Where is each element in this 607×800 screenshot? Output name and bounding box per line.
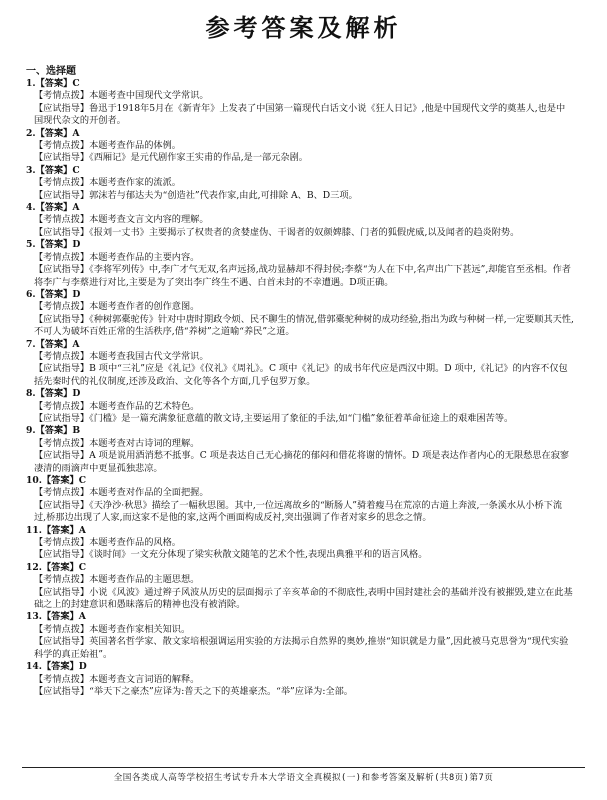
answer-key: 4.【答案】A [26, 202, 80, 214]
answer-key: 1.【答案】C [26, 78, 80, 89]
exam-point-line: 【考情点拨】本题考查作家的流派。 [34, 177, 181, 189]
exam-point-line: 【考情点拨】本题考查作品的主要内容。 [34, 251, 200, 263]
answer-item [26, 165, 574, 202]
answer-item [26, 128, 574, 165]
exam-point-line: 【考情点拨】本题考查作品的主题思想。 [34, 574, 200, 586]
answer-key: 12.【答案】C [26, 561, 87, 573]
page-title: 参考答案及解析 [205, 14, 402, 42]
answer-key: 3.【答案】C [26, 164, 80, 176]
exam-point-line: 【考情点拨】本题考查作品的体例。 [34, 140, 181, 152]
answer-key: 7.【答案】A [26, 338, 80, 350]
answer-list [26, 78, 574, 698]
exam-point-line: 【考情点拨】本题考查我国古代文学常识。 [34, 350, 209, 362]
answer-item [26, 388, 574, 425]
answer-key: 13.【答案】A [26, 611, 86, 623]
exam-point-line: 【考情点拨】本题考查作品的风格。 [34, 537, 181, 549]
section-heading: 一、选择题 [26, 66, 76, 77]
guidance-line: 【应试指导】鲁迅于1918年5月在《新青年》上发表了中国第一篇现代白话文小说《狂人日记》,他是中国现代文学的奠基人,也是中国现代杂文的开创者。 [34, 102, 566, 127]
answer-key: 5.【答案】D [26, 239, 81, 251]
guidance-line: 【应试指导】B 项中“三礼”应是《礼记》《仪礼》《周礼》。C 项中《礼记》的成书年代应是西汉中期。D 项中,《礼记》的内容不仅包括先秦时代的礼仪制度,还涉及政治、文化等各个方面,几乎包罗万象。 [34, 363, 568, 387]
answer-item [26, 425, 574, 475]
guidance-line: 【应试指导】《门槛》是一篇充满象征意蕴的散文诗,主要运用了象征的手法,如“门槛”象征着革命征途上的艰难困苦等。 [34, 412, 514, 424]
guidance-line: 【应试指导】英国著名哲学家、散文家培根强调运用实验的方法揭示自然界的奥妙,推崇“知识就是力量”,因此被马克思誉为“现代实验科学的真正始祖”。 [34, 636, 569, 660]
answer-key: 14.【答案】D [26, 661, 87, 673]
answer-item [26, 78, 574, 128]
answer-key: 10.【答案】C [26, 475, 87, 486]
answer-item [26, 239, 574, 289]
exam-point-line: 【考情点拨】本题考查中国现代文学常识。 [34, 90, 209, 102]
answer-key: 8.【答案】D [26, 388, 81, 400]
exam-point-line: 【考情点拨】本题考查作品的艺术特色。 [34, 400, 200, 412]
guidance-line: 【应试指导】《李将军列传》中,李广才气无双,名声远扬,战功显赫却不得封侯;李蔡“为人在下中,名声出广下甚远”,却能官至丞相。作者将李广与李蔡进行对比,主要是为了突出李广终生不遇、白首未封的不幸遭遇。D项正确。 [34, 264, 571, 288]
guidance-line: 【应试指导】小说《风波》通过辫子风波从历史的层面揭示了辛亥革命的不彻底性,表明中国封建社会的基础并没有被摧毁,建立在此基础之上的封建意识和愚昧落后的精神也没有被消除。 [34, 586, 573, 611]
guidance-line: 【应试指导】《谈时间》一文充分体现了梁实秋散文随笔的艺术个性,表现出典雅平和的语言风格。 [34, 549, 428, 561]
exam-point-line: 【考情点拨】本题考查对古诗词的理解。 [34, 437, 200, 449]
exam-point-line: 【考情点拨】本题考查作家相关知识。 [34, 623, 191, 635]
answer-key: 2.【答案】A [26, 127, 80, 139]
answer-item [26, 525, 574, 562]
answer-key: 11.【答案】A [26, 524, 86, 536]
exam-point-line: 【考情点拨】本题考查文言词语的解释。 [34, 673, 200, 685]
guidance-line: 【应试指导】“举天下之豪杰”应译为:普天之下的英雄豪杰。“举”应译为:全部。 [34, 685, 353, 697]
guidance-line: 【应试指导】A 项是说用酒消愁不抵事。C 项是表达自己无心摘花的郁闷和借花将谢的情怀。D 项是表达作者内心的无限愁思在寂寥凄清的雨滴声中更显孤独悲凉。 [34, 450, 570, 474]
exam-point-line: 【考情点拨】本题考查对作品的全面把握。 [34, 487, 209, 499]
answer-item [26, 661, 574, 698]
guidance-line: 【应试指导】《报刘一丈书》主要揭示了权贵者的贪婪虚伪、干谒者的奴颜婢膝、门者的狐假虎威,以及闻者的趋炎附势。 [34, 226, 520, 238]
answer-item [26, 289, 574, 339]
answer-key: 9.【答案】B [26, 425, 81, 437]
answer-item [26, 611, 574, 661]
answer-key: 6.【答案】D [26, 288, 81, 300]
guidance-line: 【应试指导】《西厢记》是元代剧作家王实甫的作品,是一部元杂剧。 [34, 152, 308, 164]
exam-point-line: 【考情点拨】本题考查作者的创作意图。 [34, 301, 200, 313]
guidance-line: 【应试指导】《种树郭橐驼传》针对中唐时期政令烦、民不聊生的情况,借郭橐驼种树的成功经验,指出为政与种树一样,一定要顺其天性,不可人为破坏百姓正常的生活秩序,借“养树”之道喻“养民”之道。 [34, 313, 574, 338]
answer-item [26, 475, 574, 525]
answer-item [26, 339, 574, 389]
answer-item [26, 562, 574, 612]
guidance-line: 【应试指导】郭沫若与郁达夫为“创造社”代表作家,由此,可排除 A、B、D三项。 [34, 189, 358, 201]
guidance-line: 【应试指导】《天净沙·秋思》描绘了一幅秋思图。其中,一位远离故乡的“断肠人”骑着瘦马在荒凉的古道上奔波,一条溪水从小桥下流过,桥那边出现了人家,而这家不是他的家,这两个画面构成反衬,突出强调了作者对家乡的思念之情。 [34, 499, 563, 524]
page-footer: 全国各类成人高等学校招生考试专升本大学语文全真模拟(一)和参考答案及解析(共8页)第7页 [22, 767, 585, 783]
exam-point-line: 【考情点拨】本题考查文言文内容的理解。 [34, 214, 209, 226]
answer-item [26, 202, 574, 239]
